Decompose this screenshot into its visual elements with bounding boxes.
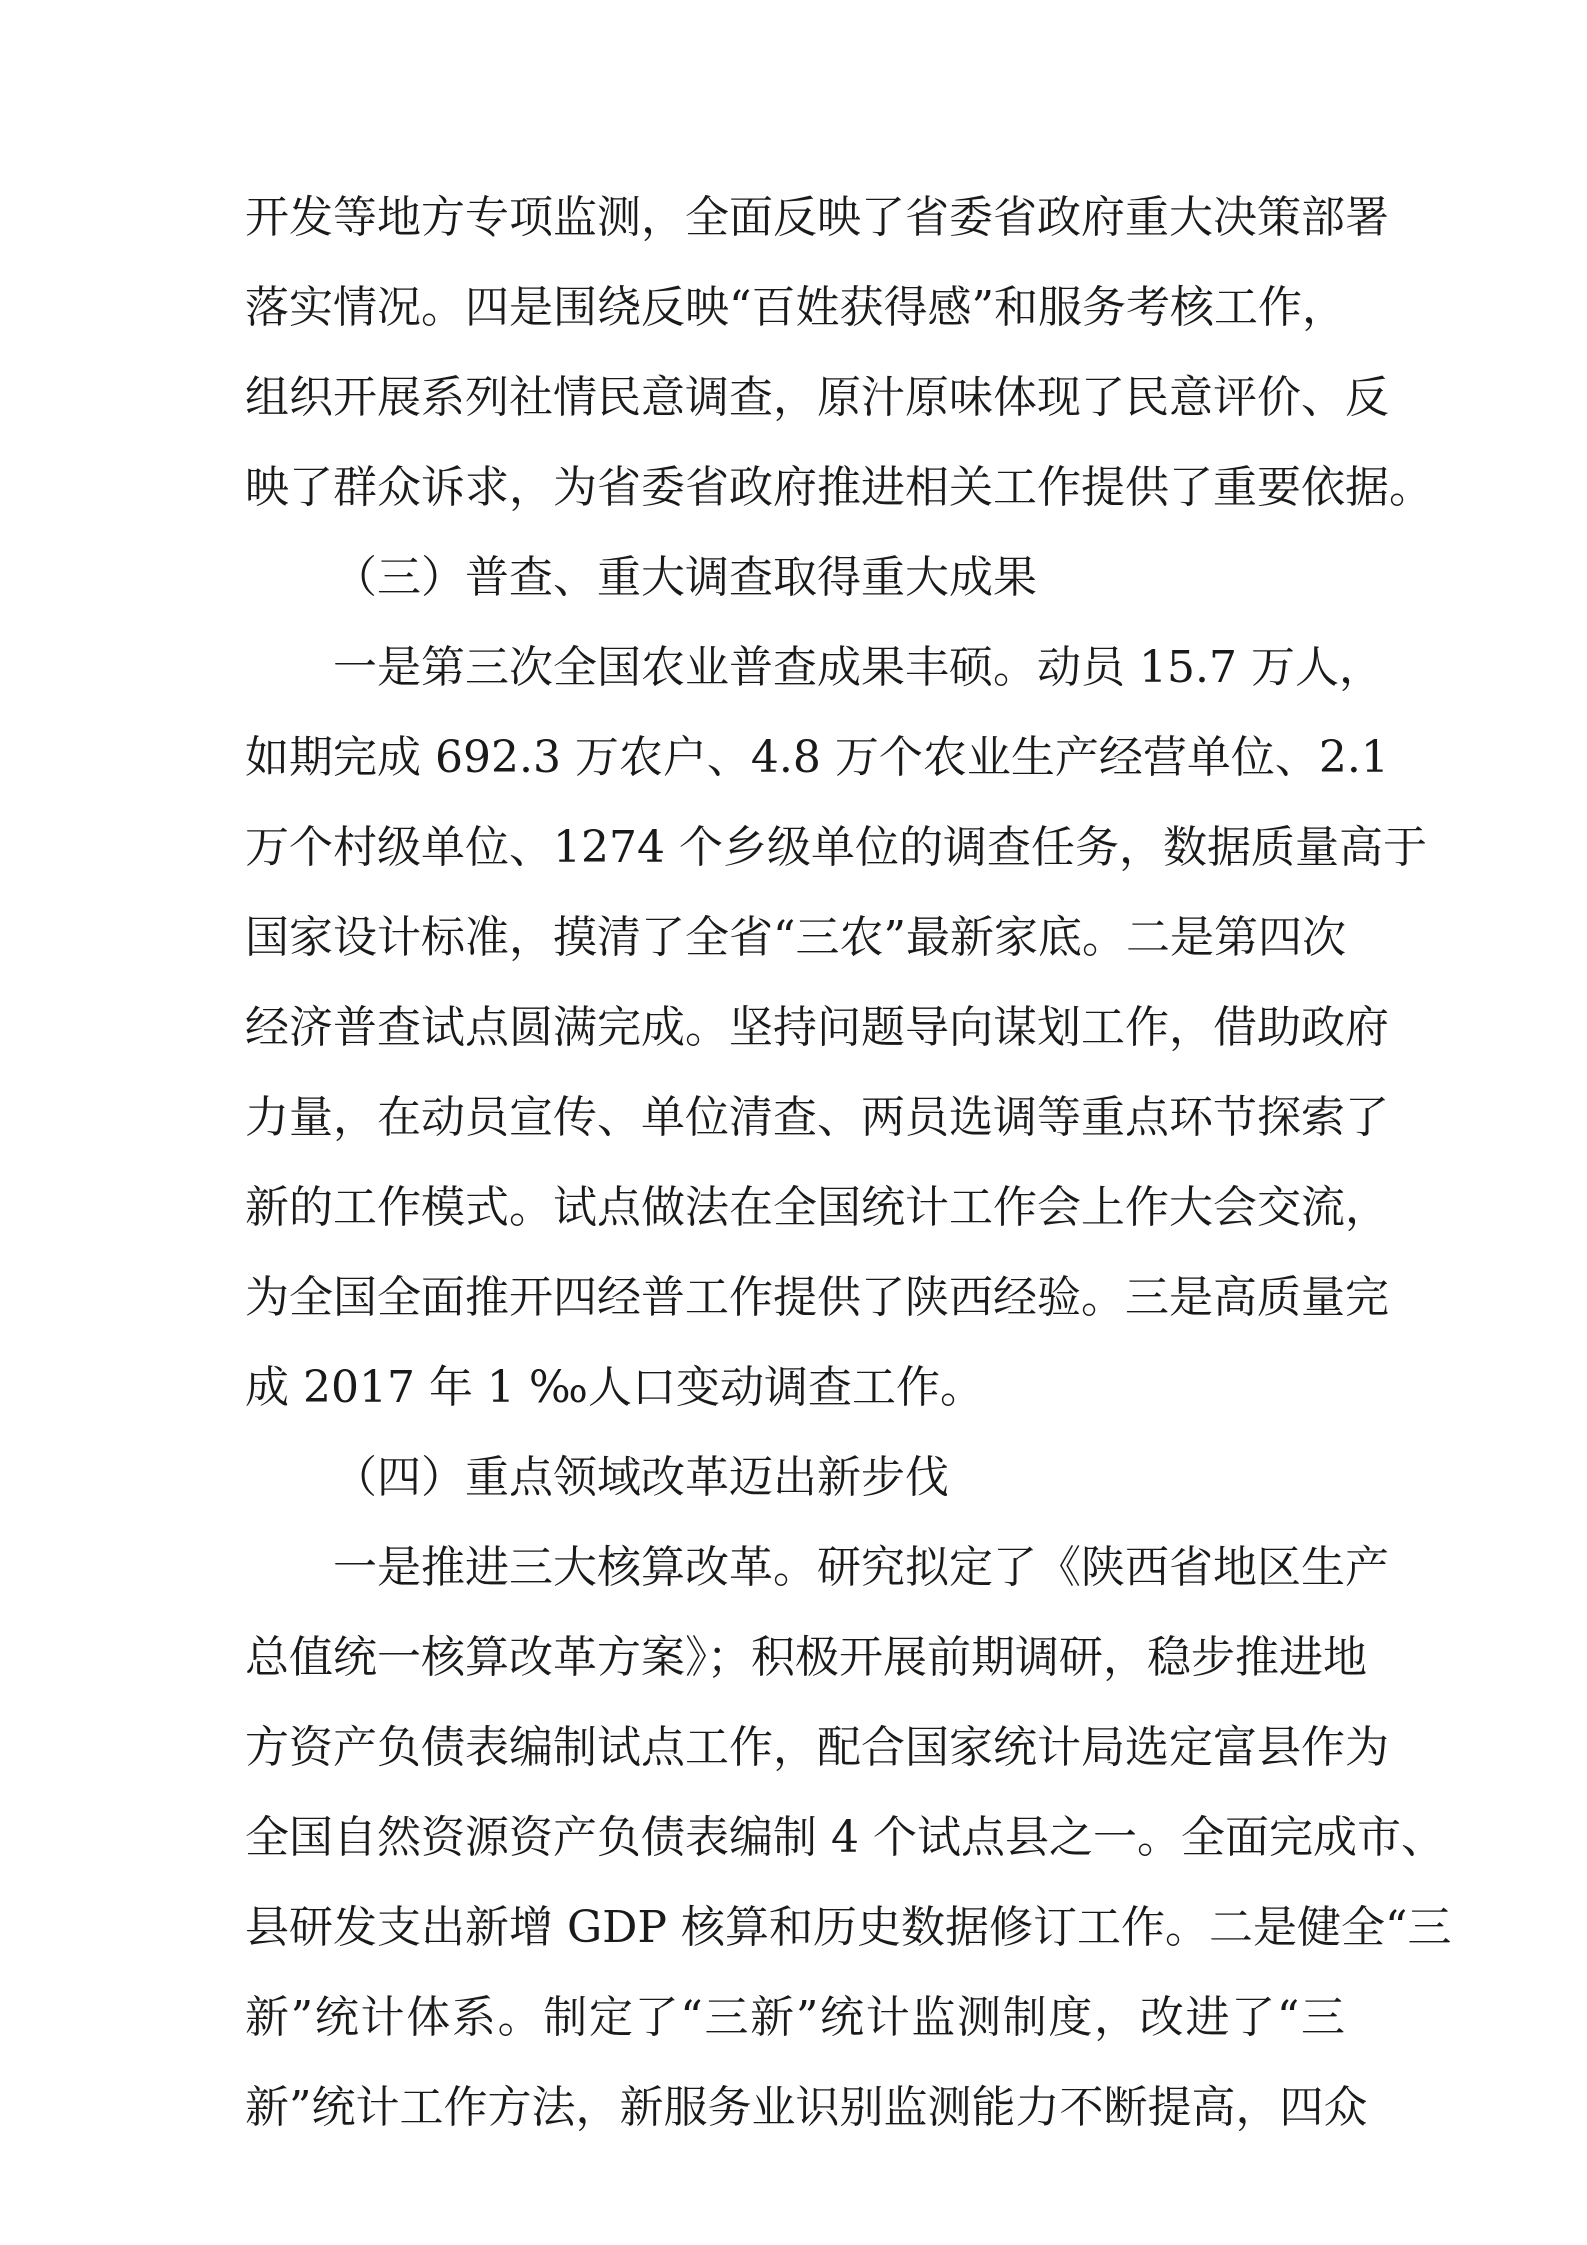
section-heading-3: （三）普查、重大调查取得重大成果: [333, 552, 1037, 603]
paragraph-line: 映了群众诉求，为省委省政府推进相关工作提供了重要依据。: [245, 462, 1433, 513]
paragraph-line: 总值统一核算改革方案》；积极开展前期调研，稳步推进地: [245, 1632, 1367, 1683]
paragraph-line: 成 2017 年 1 ‰人口变动调查工作。: [245, 1362, 984, 1413]
paragraph-line: 经济普查试点圆满完成。坚持问题导向谋划工作，借助政府: [245, 1002, 1389, 1053]
paragraph-line: 方资产负债表编制试点工作，配合国家统计局选定富县作为: [245, 1722, 1389, 1773]
paragraph-line: 万个村级单位、1274 个乡级单位的调查任务，数据质量高于: [245, 822, 1427, 873]
paragraph-line: 组织开展系列社情民意调查，原汁原味体现了民意评价、反: [245, 372, 1389, 423]
paragraph-line: 开发等地方专项监测，全面反映了省委省政府重大决策部署: [245, 192, 1389, 243]
paragraph-line: 落实情况。四是围绕反映“百姓获得感”和服务考核工作，: [245, 282, 1346, 333]
paragraph-line: 新的工作模式。试点做法在全国统计工作会上作大会交流，: [245, 1182, 1389, 1233]
paragraph-line: 国家设计标准，摸清了全省“三农”最新家底。二是第四次: [245, 912, 1346, 963]
paragraph-line: 新”统计体系。制定了“三新”统计监测制度，改进了“三: [245, 1992, 1345, 2043]
paragraph-line: 新”统计工作方法，新服务业识别监测能力不断提高，四众: [245, 2082, 1368, 2133]
section-heading-4: （四）重点领域改革迈出新步伐: [333, 1452, 949, 1503]
paragraph-line: 一是第三次全国农业普查成果丰硕。动员 15.7 万人，: [333, 642, 1383, 693]
paragraph-line: 为全国全面推开四经普工作提供了陕西经验。三是高质量完: [245, 1272, 1389, 1323]
paragraph-line: 如期完成 692.3 万农户、4.8 万个农业生产经营单位、2.1: [245, 732, 1389, 783]
paragraph-line: 力量，在动员宣传、单位清查、两员选调等重点环节探索了: [245, 1092, 1389, 1143]
paragraph-line: 全国自然资源资产负债表编制 4 个试点县之一。全面完成市、: [245, 1812, 1445, 1863]
paragraph-line: 一是推进三大核算改革。研究拟定了《陕西省地区生产: [333, 1542, 1389, 1593]
paragraph-line: 县研发支出新增 GDP 核算和历史数据修订工作。二是健全“三: [245, 1902, 1452, 1953]
